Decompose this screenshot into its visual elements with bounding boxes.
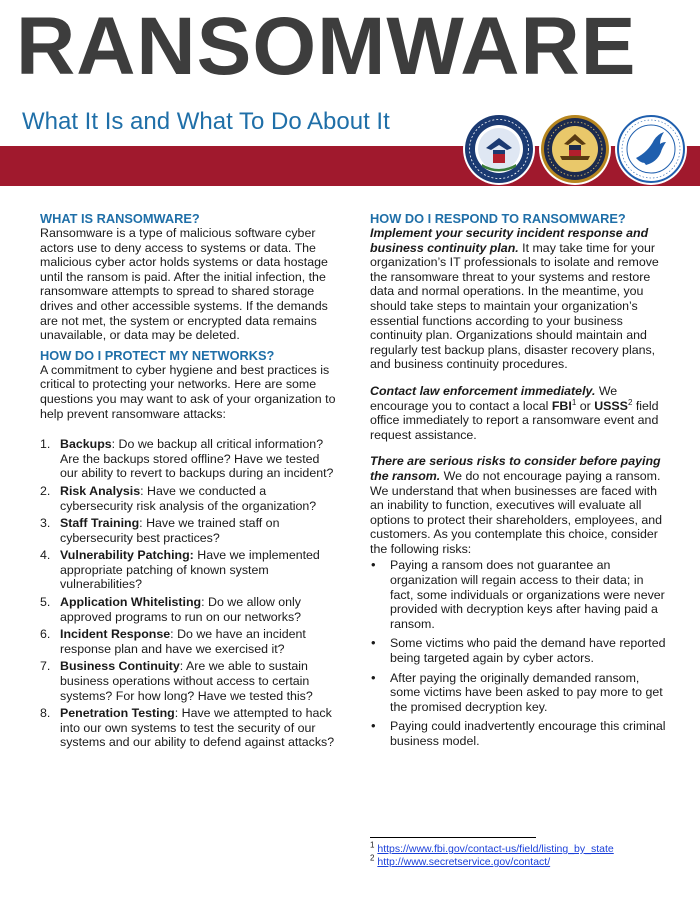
risk-item: • Paying could inadvertently encourage this criminal business model. bbox=[371, 718, 666, 748]
question-item: 6. Incident Response: Do we have an incident response plan and have we exercised it? bbox=[40, 627, 306, 656]
protect-networks-text: A commitment to cyber hygiene and best practices is critical to protecting your networks. Here are some questions you may want to ask of your organization to help prevent ransomware attacks: bbox=[40, 362, 336, 421]
document-subtitle: What It Is and What To Do About It bbox=[22, 108, 390, 135]
justice-seal bbox=[538, 112, 612, 186]
question-item: 3. Staff Training: Have we trained staff on cybersecurity best practices? bbox=[40, 516, 280, 545]
incident-response-paragraph: Implement your security incident response and business continuity plan. It may take time for your organization’s IT professionals to isolate and remove the ransomware threat to your systems and restore data and normal operations. In the meantime, you should take steps to maintain your organization’s essential functions according to your business continuity plan. Organizations should maintain and regularly test backup plans, disaster recovery plans, and business continuity procedures. bbox=[370, 226, 659, 372]
document-title: RANSOMWARE bbox=[16, 1, 637, 92]
bullet-icon: • bbox=[371, 557, 376, 573]
question-item: 1. Backups: Do we backup all critical information? Are the backups stored offline? Have we tested our ability to revert to backups during an incident? bbox=[40, 437, 334, 481]
left-column bbox=[40, 212, 340, 753]
risk-item: • After paying the originally demanded ransom, some victims have been asked to pay more to get the promised decryption key. bbox=[371, 669, 663, 714]
question-item: 4. Vulnerability Patching: Have we implemented appropriate patching of known system vulnerabilities? bbox=[40, 548, 320, 592]
footnote-2: $^2$ http://www.secretservice.gov/contact/ bbox=[370, 853, 551, 868]
footnote-1: $^1$ https://www.fbi.gov/contact-us/field/listing_by_state bbox=[370, 840, 614, 855]
health-human-services-seal bbox=[614, 112, 688, 186]
bullet-icon: • bbox=[371, 718, 376, 734]
protection-questions-list bbox=[40, 437, 340, 750]
question-item: 5. Application Whitelisting: Do we allow only approved programs to run on our networks? bbox=[40, 595, 302, 624]
right-column bbox=[370, 212, 670, 754]
bullet-icon: • bbox=[371, 635, 376, 651]
secret-service-contact-link[interactable]: http://www.secretservice.gov/contact/ bbox=[377, 856, 551, 868]
question-item: 2. Risk Analysis: Have we conducted a cybersecurity risk analysis of the organization? bbox=[40, 483, 317, 513]
risks-list bbox=[370, 558, 670, 748]
ransom-risks-paragraph: There are serious risks to consider before paying the ransom. We do not encourage paying a ransom. We understand that when businesses are faced with an inability to function, executives will evaluate all options to protect their shareholders, employees, and customers. As you contemplate this choice, consider the following risks: bbox=[370, 454, 663, 556]
protect-networks-heading: HOW DO I PROTECT MY NETWORKS? bbox=[40, 347, 275, 363]
homeland-security-seal bbox=[462, 112, 536, 186]
what-is-ransomware-text: Ransomware is a type of malicious software cyber actors use to deny access to systems or data. The malicious cyber actor holds systems or data hostage until the ransom is paid. After the initial infection, the ransomware attempts to spread to shared storage drives and other accessible systems. If the demands are not met, the system or encrypted data remains unavailable, or data may be deleted. bbox=[40, 226, 328, 343]
risk-item: • Paying a ransom does not guarantee an organization will regain access to their data; in fact, some individuals or organizations were never provided with decryption keys after having paid a ransom. bbox=[371, 557, 665, 631]
bullet-icon: • bbox=[371, 669, 376, 685]
fbi-field-offices-link[interactable]: https://www.fbi.gov/contact-us/field/listing_by_state bbox=[377, 843, 614, 855]
law-enforcement-paragraph: Contact law enforcement immediately. We encourage you to contact a local FBI$^1$ or USSS$^2$ field office immediately to report a ransomware event and request assistance. bbox=[370, 383, 659, 442]
footnote-separator bbox=[370, 837, 536, 838]
question-item: 7. Business Continuity: Are we able to sustain business operations without access to certain systems? For how long? Have we tested this? bbox=[40, 659, 313, 703]
question-item: 8. Penetration Testing: Have we attempted to hack into our own systems to test the security of our systems and our ability to defend against attacks? bbox=[40, 706, 335, 750]
what-is-ransomware-heading: WHAT IS RANSOMWARE? bbox=[40, 211, 200, 226]
respond-heading: HOW DO I RESPOND TO RANSOMWARE? bbox=[370, 211, 626, 226]
risk-item: • Some victims who paid the demand have reported being targeted again by cyber actors. bbox=[371, 635, 666, 666]
